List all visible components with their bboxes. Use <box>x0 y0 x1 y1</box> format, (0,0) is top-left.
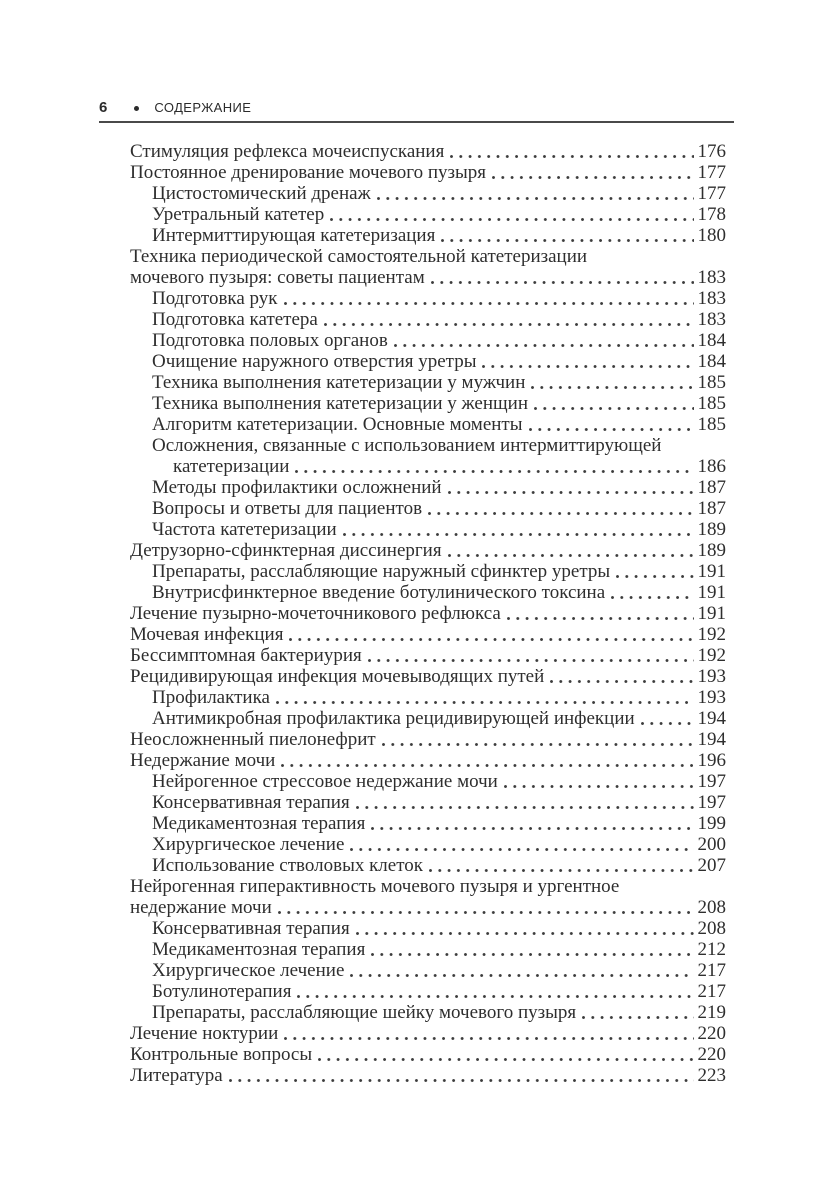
entry-title: Очищение наружного отверстия уретры <box>152 351 477 372</box>
toc-entry <box>130 1002 726 1023</box>
entry-page-number: 199 <box>697 813 726 834</box>
entry-title: Постоянное дренирование мочевого пузыря <box>130 162 487 183</box>
entry-page-number: 183 <box>697 309 726 330</box>
entry-page-number: 177 <box>697 162 726 183</box>
toc-entry <box>130 771 726 792</box>
entry-title: Внутрисфинктерное введение ботулинического токсина <box>152 582 606 603</box>
entry-page-number: 194 <box>697 729 726 750</box>
page-header <box>99 100 734 116</box>
toc-entry <box>130 477 726 498</box>
entry-title: Использование стволовых клеток <box>152 855 424 876</box>
toc-entry <box>130 813 726 834</box>
entry-page-number: 219 <box>697 1002 726 1023</box>
dot-leader <box>275 750 697 771</box>
toc-entry <box>130 834 726 855</box>
entry-title: Подготовка рук <box>152 288 278 309</box>
toc-entry <box>130 1044 726 1065</box>
toc-entry <box>130 645 726 666</box>
entry-title: Стимуляция рефлекса мочеиспускания <box>130 141 445 162</box>
toc-entry <box>130 141 726 162</box>
toc-entry <box>130 624 726 645</box>
toc-entry <box>130 1065 726 1086</box>
entry-title: Частота катетеризации <box>152 519 337 540</box>
dot-leader <box>442 540 698 561</box>
entry-title: Медикаментозная терапия <box>152 939 366 960</box>
entry-page-number: 197 <box>697 771 726 792</box>
toc-entry <box>130 414 726 435</box>
entry-page-number: 189 <box>697 540 726 561</box>
toc-entry <box>130 876 726 897</box>
toc-entry <box>130 498 726 519</box>
dot-leader <box>610 561 697 582</box>
dot-leader <box>223 1065 698 1086</box>
dot-leader <box>318 309 698 330</box>
entry-page-number: 185 <box>697 393 726 414</box>
dot-leader <box>289 456 697 477</box>
dot-leader <box>423 855 697 876</box>
entry-page-number: 184 <box>697 330 726 351</box>
dot-leader <box>344 834 697 855</box>
toc-entry <box>130 204 726 225</box>
entry-page-number: 200 <box>697 834 726 855</box>
dot-leader <box>272 897 698 918</box>
entry-title: Техника периодической самостоятельной катетеризации <box>130 246 588 267</box>
dot-leader <box>344 960 697 981</box>
toc-entry <box>130 540 726 561</box>
toc-entry <box>130 666 726 687</box>
toc-entry <box>130 897 726 918</box>
dot-leader <box>435 225 697 246</box>
toc-entry <box>130 246 726 267</box>
toc-entry <box>130 456 726 477</box>
entry-title: Контрольные вопросы <box>130 1044 313 1065</box>
entry-page-number: 186 <box>697 456 726 477</box>
entry-page-number: 178 <box>697 204 726 225</box>
dot-leader <box>371 183 698 204</box>
bullet-icon <box>134 106 139 111</box>
entry-page-number: 176 <box>697 141 726 162</box>
entry-title: Хирургическое лечение <box>152 960 345 981</box>
entry-title: Нейрогенное стрессовое недержание мочи <box>152 771 498 792</box>
dot-leader <box>278 1023 697 1044</box>
toc-entry <box>130 750 726 771</box>
header-rule <box>99 121 734 123</box>
toc-entry <box>130 561 726 582</box>
entry-title: недержание мочи <box>130 897 272 918</box>
toc-entry <box>130 981 726 1002</box>
dot-leader <box>635 708 698 729</box>
dot-leader <box>501 603 698 624</box>
entry-title: Техника выполнения катетеризации у женщин <box>152 393 529 414</box>
entry-title: Цистостомический дренаж <box>152 183 371 204</box>
entry-title: Вопросы и ответы для пациентов <box>152 498 423 519</box>
entry-page-number: 180 <box>697 225 726 246</box>
toc-entry <box>130 351 726 372</box>
toc-entry <box>130 162 726 183</box>
dot-leader <box>605 582 697 603</box>
toc-entry <box>130 939 726 960</box>
entry-title: Методы профилактики осложнений <box>152 477 442 498</box>
toc-entry <box>130 183 726 204</box>
entry-page-number: 183 <box>697 267 726 288</box>
entry-title: Лечение пузырно-мочеточникового рефлюкса <box>130 603 501 624</box>
dot-leader <box>525 372 697 393</box>
entry-title: Алгоритм катетеризации. Основные моменты <box>152 414 523 435</box>
entry-title: Медикаментозная терапия <box>152 813 366 834</box>
entry-title: Неосложненный пиелонефрит <box>130 729 376 750</box>
dot-leader <box>576 1002 697 1023</box>
entry-page-number: 177 <box>697 183 726 204</box>
entry-page-number: 185 <box>697 372 726 393</box>
entry-title: катетеризации <box>173 456 290 477</box>
entry-page-number: 191 <box>697 582 726 603</box>
entry-title: Интермиттирующая катетеризация <box>152 225 436 246</box>
toc-entry <box>130 855 726 876</box>
entry-title: Препараты, расслабляющие шейку мочевого пузыря <box>152 1002 577 1023</box>
dot-leader <box>486 162 697 183</box>
entry-title: Ботулинотерапия <box>152 981 292 1002</box>
entry-title: Недержание мочи <box>130 750 276 771</box>
toc-entry <box>130 729 726 750</box>
toc-entry <box>130 960 726 981</box>
dot-leader <box>422 498 697 519</box>
entry-page-number: 223 <box>697 1065 726 1086</box>
toc-entry <box>130 792 726 813</box>
toc-list <box>130 141 726 1086</box>
dot-leader <box>270 687 698 708</box>
dot-leader <box>425 267 698 288</box>
entry-page-number: 191 <box>697 603 726 624</box>
entry-title: Подготовка катетера <box>152 309 318 330</box>
toc-entry <box>130 687 726 708</box>
entry-title: Консервативная терапия <box>152 792 350 813</box>
toc-entry <box>130 519 726 540</box>
dot-leader <box>528 393 697 414</box>
entry-page-number: 196 <box>697 750 726 771</box>
toc-entry <box>130 435 726 456</box>
entry-page-number: 194 <box>697 708 726 729</box>
entry-title: Рецидивирующая инфекция мочевыводящих путей <box>130 666 545 687</box>
entry-page-number: 183 <box>697 288 726 309</box>
entry-page-number: 185 <box>697 414 726 435</box>
entry-title: Детрузорно-сфинктерная диссинергия <box>130 540 442 561</box>
running-title: СОДЕРЖАНИЕ <box>154 100 252 115</box>
entry-title: Техника выполнения катетеризации у мужчин <box>152 372 526 393</box>
entry-title: Препараты, расслабляющие наружный сфинктер уретры <box>152 561 611 582</box>
entry-title: Консервативная терапия <box>152 918 350 939</box>
dot-leader <box>350 792 698 813</box>
dot-leader <box>444 141 697 162</box>
toc-entry <box>130 225 726 246</box>
entry-page-number: 220 <box>697 1023 726 1044</box>
dot-leader <box>324 204 697 225</box>
dot-leader <box>362 645 698 666</box>
toc-entry <box>130 309 726 330</box>
toc-entry <box>130 267 726 288</box>
entry-page-number: 208 <box>697 897 726 918</box>
entry-page-number: 187 <box>697 477 726 498</box>
dot-leader <box>376 729 698 750</box>
entry-page-number: 191 <box>697 561 726 582</box>
entry-page-number: 217 <box>697 981 726 1002</box>
entry-title: Нейрогенная гиперактивность мочевого пузыря и ургентное <box>130 876 620 897</box>
entry-title: мочевого пузыря: советы пациентам <box>130 267 425 288</box>
dot-leader <box>283 624 697 645</box>
entry-title: Хирургическое лечение <box>152 834 345 855</box>
dot-leader <box>523 414 698 435</box>
entry-page-number: 197 <box>697 792 726 813</box>
entry-page-number: 217 <box>697 960 726 981</box>
entry-title: Бессимптомная бактериурия <box>130 645 362 666</box>
entry-title: Антимикробная профилактика рецидивирующей инфекции <box>152 708 635 729</box>
entry-page-number: 207 <box>697 855 726 876</box>
entry-page-number: 220 <box>697 1044 726 1065</box>
entry-page-number: 187 <box>697 498 726 519</box>
entry-title: Мочевая инфекция <box>130 624 284 645</box>
dot-leader <box>350 918 698 939</box>
entry-title: Уретральный катетер <box>152 204 325 225</box>
dot-leader <box>365 939 697 960</box>
entry-title: Литература <box>130 1065 223 1086</box>
entry-page-number: 193 <box>697 666 726 687</box>
entry-title: Профилактика <box>152 687 270 708</box>
toc-entry <box>130 330 726 351</box>
dot-leader <box>476 351 697 372</box>
entry-page-number: 193 <box>697 687 726 708</box>
entry-page-number: 192 <box>697 645 726 666</box>
dot-leader <box>291 981 697 1002</box>
dot-leader <box>544 666 697 687</box>
entry-page-number: 208 <box>697 918 726 939</box>
toc-entry <box>130 372 726 393</box>
toc-entry <box>130 393 726 414</box>
entry-title: Подготовка половых органов <box>152 330 388 351</box>
dot-leader <box>365 813 697 834</box>
entry-title: Осложнения, связанные с использованием интермиттирующей <box>152 435 662 456</box>
dot-leader <box>337 519 698 540</box>
entry-page-number: 189 <box>697 519 726 540</box>
toc-entry <box>130 582 726 603</box>
page-number: 6 <box>99 99 108 116</box>
entry-page-number: 184 <box>697 351 726 372</box>
toc-entry <box>130 708 726 729</box>
dot-leader <box>442 477 698 498</box>
entry-page-number: 212 <box>697 939 726 960</box>
toc-entry <box>130 1023 726 1044</box>
dot-leader <box>278 288 698 309</box>
dot-leader <box>312 1044 697 1065</box>
entry-page-number: 192 <box>697 624 726 645</box>
toc-entry <box>130 288 726 309</box>
dot-leader <box>388 330 698 351</box>
dot-leader <box>498 771 698 792</box>
toc-entry <box>130 918 726 939</box>
toc-entry <box>130 603 726 624</box>
entry-title: Лечение ноктурии <box>130 1023 279 1044</box>
